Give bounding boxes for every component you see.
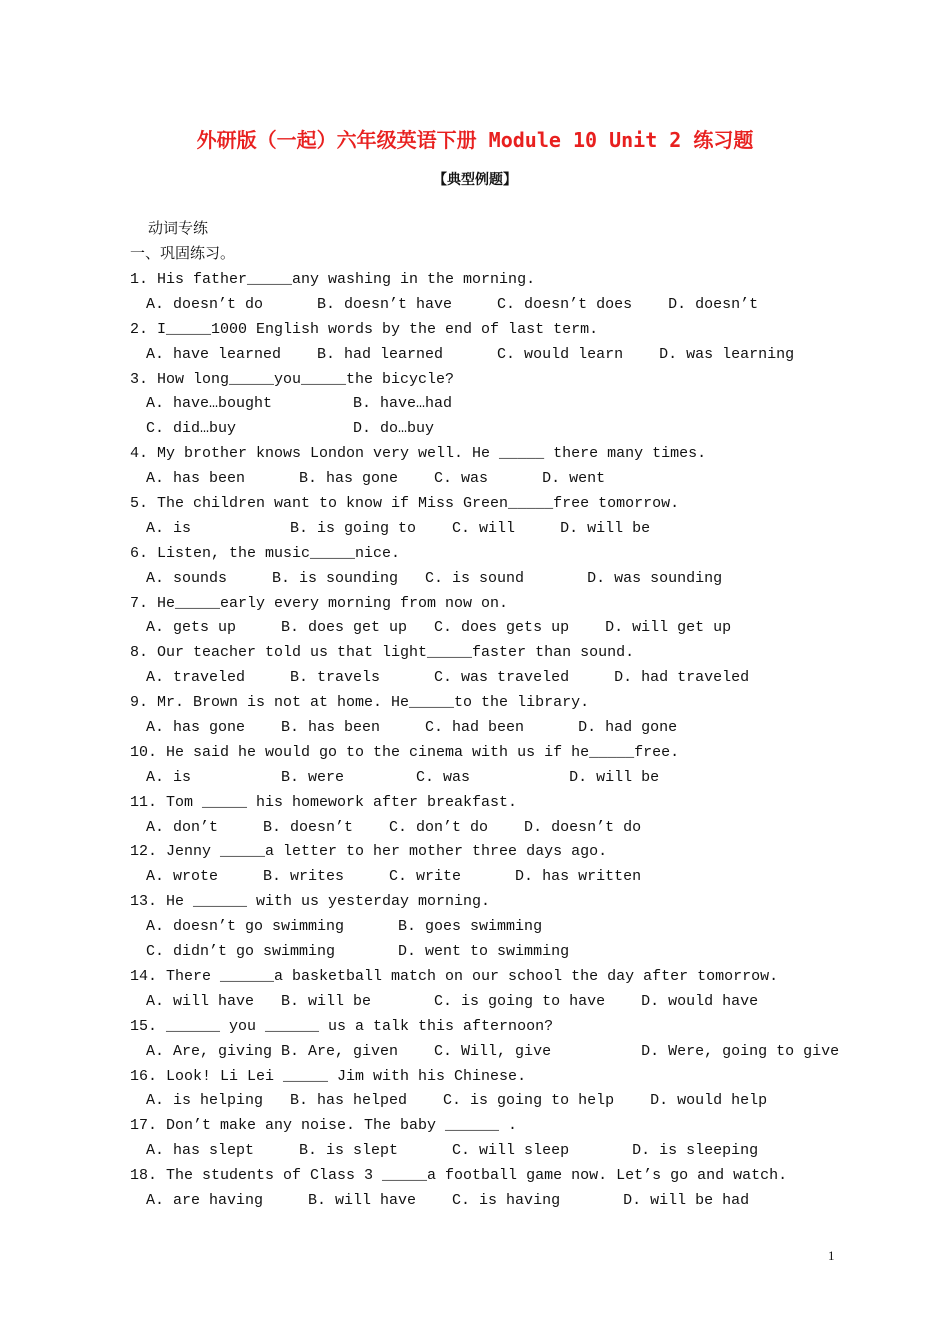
document-subtitle: 【典型例题】 — [433, 172, 517, 188]
options-line: A. doesn’t do B. doesn’t have C. doesn’t does D. doesn’t — [146, 295, 759, 313]
options-line: A. Are, giving B. Are, given C. Will, give D. Were, going to give — [146, 1042, 840, 1060]
document-title: 外研版（一起）六年级英语下册 Module 10 Unit 2 练习题 — [196, 128, 754, 152]
question-line: 17. Don’t make any noise. The baby ______ . — [130, 1117, 518, 1135]
options-line: A. don’t B. doesn’t C. don’t do D. doesn’t do — [146, 818, 642, 836]
question-line: 11. Tom _____ his homework after breakfast. — [130, 793, 518, 811]
question-line: 10. He said he would go to the cinema with us if he_____free. — [130, 743, 680, 761]
options-line: A. have…bought B. have…had — [146, 395, 453, 413]
options-line: A. has slept B. is slept C. will sleep D. is sleeping — [146, 1142, 759, 1160]
section-heading: 动词专练 — [148, 219, 209, 237]
question-line: 15. ______ you ______ us a talk this afternoon? — [130, 1017, 554, 1035]
options-line: A. doesn’t go swimming B. goes swimming — [146, 918, 543, 936]
options-line: A. gets up B. does get up C. does gets up D. will get up — [146, 619, 732, 637]
part-heading: 一、巩固练习。 — [130, 244, 236, 262]
options-line: A. is B. were C. was D. will be — [146, 768, 660, 786]
question-line: 6. Listen, the music_____nice. — [130, 544, 401, 562]
question-line: 4. My brother knows London very well. He _____ there many times. — [130, 445, 707, 463]
question-line: 5. The children want to know if Miss Green_____free tomorrow. — [130, 495, 680, 513]
options-line: A. has been B. has gone C. was D. went — [146, 470, 606, 488]
question-line: 7. He_____early every morning from now on. — [130, 594, 509, 612]
question-line: 16. Look! Li Lei _____ Jim with his Chinese. — [130, 1067, 527, 1085]
options-line: A. is B. is going to C. will D. will be — [146, 519, 651, 537]
options-line: A. has gone B. has been C. had been D. had gone — [146, 719, 678, 737]
question-line: 8. Our teacher told us that light_____faster than sound. — [130, 644, 635, 662]
options-line: A. is helping B. has helped C. is going to help D. would help — [146, 1092, 768, 1110]
options-line: A. wrote B. writes C. write D. has written — [146, 868, 642, 886]
question-line: 18. The students of Class 3 _____a football game now. Let’s go and watch. — [130, 1167, 788, 1185]
question-line: 14. There ______a basketball match on our school the day after tomorrow. — [130, 967, 779, 985]
options-line: A. sounds B. is sounding C. is sound D. was sounding — [146, 569, 723, 587]
options-line: A. are having B. will have C. is having D. will be had — [146, 1191, 750, 1209]
question-line: 3. How long_____you_____the bicycle? — [130, 370, 455, 388]
options-line: A. have learned B. had learned C. would learn D. was learning — [146, 345, 795, 363]
options-line: C. did…buy D. do…buy — [146, 420, 435, 438]
options-line: A. will have B. will be C. is going to have D. would have — [146, 992, 759, 1010]
question-line: 12. Jenny _____a letter to her mother three days ago. — [130, 843, 608, 861]
question-line: 1. His father_____any washing in the morning. — [130, 271, 536, 288]
question-list — [130, 268, 840, 1214]
question-line: 9. Mr. Brown is not at home. He_____to the library. — [130, 694, 590, 712]
options-line: A. traveled B. travels C. was traveled D. had traveled — [146, 669, 750, 687]
options-line: C. didn’t go swimming D. went to swimming — [146, 943, 570, 961]
page-number: 1 — [828, 1248, 835, 1263]
question-line: 13. He ______ with us yesterday morning. — [130, 893, 491, 911]
question-line: 2. I_____1000 English words by the end of last term. — [130, 320, 599, 338]
